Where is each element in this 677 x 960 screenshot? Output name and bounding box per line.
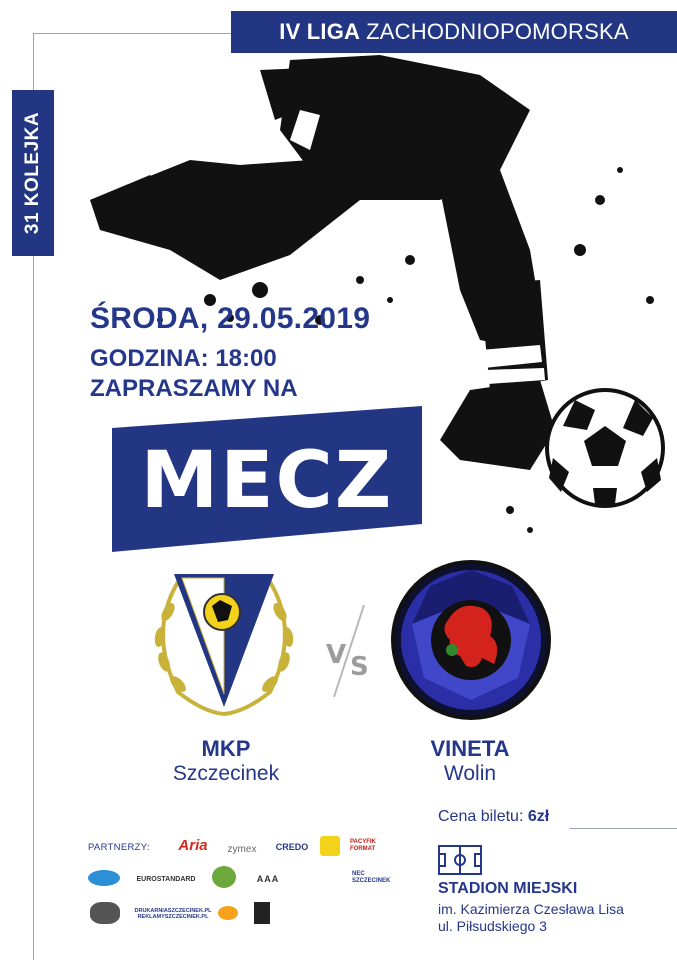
partner-druk-line1: DRUKARNIASZCZECINEK.PL — [134, 908, 212, 914]
frame-line-divider — [570, 828, 677, 829]
partner-logo-eurostandard: EUROSTANDARD — [136, 875, 196, 883]
home-team-name — [148, 736, 304, 786]
partner-logo-nec: NEC SZCZECINEK — [352, 871, 391, 884]
match-banner — [112, 406, 422, 552]
frame-line-top — [33, 33, 233, 34]
pitch-icon — [438, 845, 482, 875]
partners-label: PARTNERZY: — [88, 842, 150, 853]
league-region: ZACHODNIOPOMORSKA — [366, 19, 629, 44]
away-team-crest — [390, 560, 552, 720]
partner-logo-zymex: zymex — [227, 843, 257, 855]
home-team-city: Szczecinek — [172, 762, 280, 785]
partner-logo-aaa: AAA — [256, 874, 280, 884]
partner-logo-figure — [254, 902, 270, 924]
partner-logo-pacyfik: PACYFIK FORMAT — [350, 839, 376, 852]
round-tab — [12, 90, 54, 256]
partner-logo-aria: Aria — [178, 836, 208, 854]
away-team-name — [400, 736, 540, 786]
versus-mark — [324, 605, 378, 697]
stadium-address: ul. Piłsudskiego 3 — [438, 918, 547, 934]
match-date: ŚRODA, 29.05.2019 — [90, 302, 371, 335]
league-prefix: IV LIGA — [279, 19, 361, 44]
partner-logo-green — [212, 866, 236, 888]
partner-logo-orange — [218, 906, 238, 920]
partner-logo-oval — [88, 870, 120, 886]
partner-logo-dark — [90, 902, 120, 924]
away-team-city: Wolin — [443, 762, 497, 785]
ticket-value: 6zł — [527, 808, 550, 825]
partner-logo-small — [304, 870, 344, 886]
partner-logo-credo: CREDO — [275, 842, 309, 852]
round-label: 31 KOLEJKA — [22, 111, 43, 235]
stadium-patron: im. Kazimierza Czesława Lisa — [438, 901, 624, 917]
match-word: MECZ — [140, 436, 394, 526]
ticket-label: Cena biletu: — [438, 808, 524, 825]
partner-logo-druk — [134, 905, 212, 923]
ticket-price — [438, 808, 549, 826]
partner-druk-line2: REKLAMYSZCZECINEK.PL — [137, 914, 209, 920]
svg-text:V: V — [326, 640, 347, 670]
home-team-label: MKP — [201, 736, 251, 761]
match-time: GODZINA: 18:00 — [90, 345, 277, 372]
partner-logo-crest — [320, 836, 340, 856]
stadium-name: STADION MIEJSKI — [438, 880, 578, 897]
away-team-label: VINETA — [430, 736, 510, 761]
invite-text: ZAPRASZAMY NA — [90, 375, 298, 402]
league-banner — [231, 11, 677, 53]
svg-text:S: S — [350, 652, 369, 682]
home-team-crest — [148, 562, 300, 718]
